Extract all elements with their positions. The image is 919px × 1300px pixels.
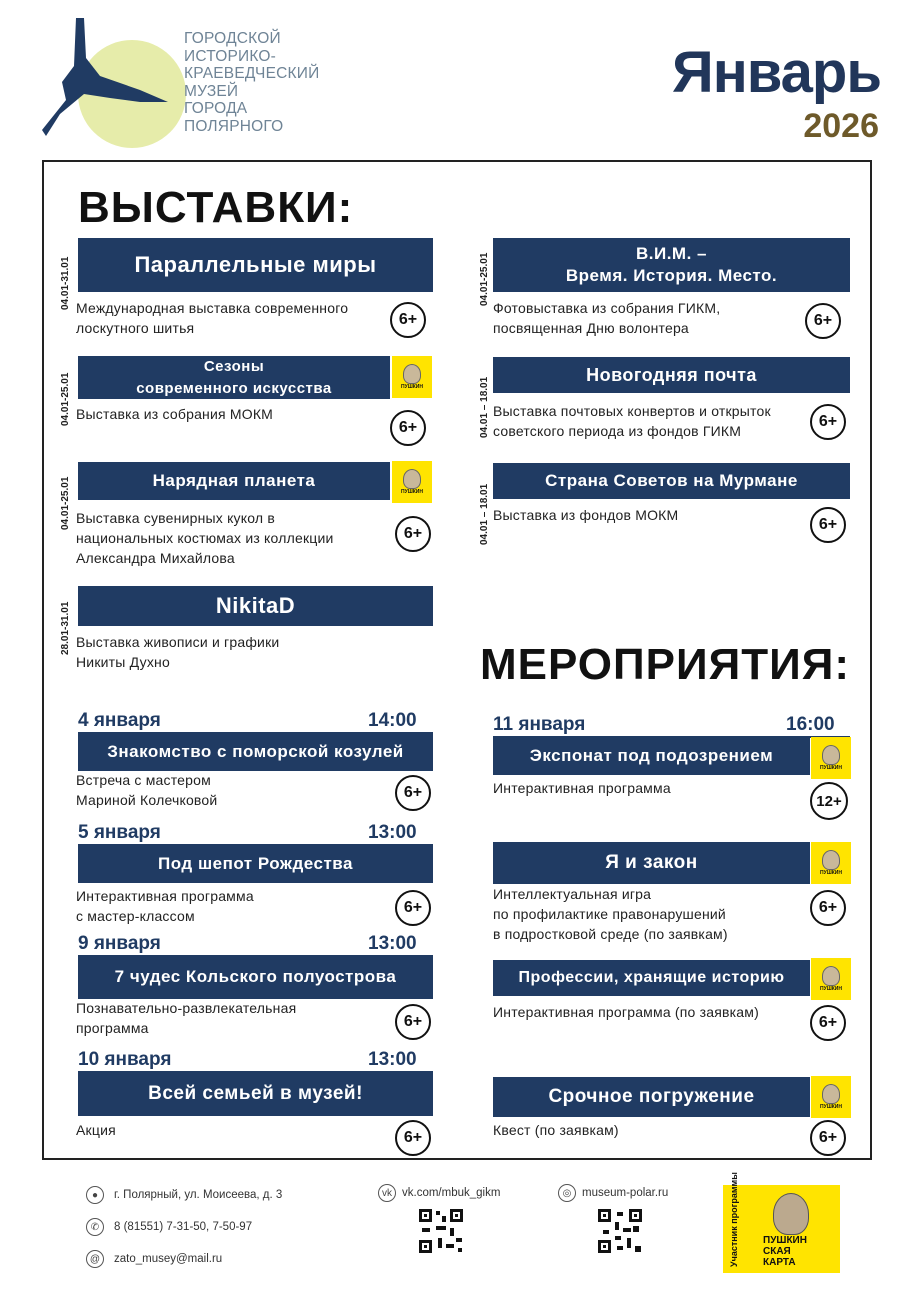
- exhibitions-title: ВЫСТАВКИ:: [78, 183, 354, 232]
- exhibition-title: Параллельные миры: [134, 252, 377, 277]
- age-rating-badge: 6+: [810, 507, 846, 543]
- pushkin-card-badge: [811, 842, 851, 884]
- pushkin-portrait-icon: [403, 364, 421, 384]
- description-line: Квест (по заявкам): [493, 1122, 619, 1138]
- description-line: программа: [76, 1020, 149, 1036]
- event-description: [493, 778, 671, 798]
- exhibition-title: Сезоны: [203, 357, 265, 375]
- museum-name-line: МУЗЕЙ: [184, 82, 239, 100]
- events-title: МЕРОПРИЯТИЯ:: [480, 640, 850, 689]
- pushkin-badge-text: ПУШКИН: [820, 765, 842, 771]
- exhibition-title: NikitaD: [215, 593, 296, 618]
- pushkin-card-badge: [811, 1076, 851, 1118]
- event-description: [76, 770, 217, 810]
- exhibition-title: Новогодняя почта: [586, 364, 757, 385]
- pushkin-portrait-icon: [822, 850, 840, 870]
- age-rating-badge: 12+: [810, 782, 848, 820]
- pushkin-badge-text: ПУШКИН: [401, 489, 423, 495]
- age-rating-badge: 6+: [395, 1004, 431, 1040]
- description-line: национальных костюмах из коллекции: [76, 530, 334, 546]
- pushkin-portrait-icon: [773, 1193, 809, 1235]
- event-title-bar: [78, 845, 433, 883]
- event-title-bar: [493, 737, 810, 775]
- museum-name-line: ГОРОДСКОЙ: [184, 30, 281, 47]
- description-line: Александра Михайлова: [76, 550, 235, 566]
- exhibition-title-bar: [493, 357, 850, 393]
- pushkin-card-badge: [811, 958, 851, 1000]
- location-icon: ●: [86, 1186, 104, 1204]
- description-line: Познавательно-развлекательная: [76, 1000, 297, 1016]
- description-line: советского периода из фондов ГИКМ: [493, 423, 742, 439]
- pushkin-card-text: [763, 1235, 807, 1268]
- description-line: с мастер-классом: [76, 908, 195, 924]
- event-date: 5 января: [78, 822, 161, 843]
- event-title: Я и закон: [605, 852, 698, 873]
- pushkin-portrait-icon: [403, 469, 421, 489]
- exhibition-title: Страна Советов на Мурмане: [545, 471, 798, 490]
- age-rating-badge: 6+: [805, 303, 841, 339]
- exhibition-description: [76, 508, 334, 568]
- description-line: Интерактивная программа (по заявкам): [493, 1004, 759, 1020]
- exhibition-title: современного искусства: [136, 379, 332, 397]
- event-description: [76, 998, 296, 1038]
- exhibition-dates: 04.01-25.01: [60, 476, 71, 530]
- qr-code-icon: [418, 1208, 464, 1254]
- age-rating-badge: 6+: [810, 404, 846, 440]
- event-time: 13:00: [368, 822, 417, 843]
- description-line: Выставка из собрания МОКМ: [76, 406, 274, 422]
- event-title: Срочное погружение: [548, 1086, 755, 1107]
- description-line: в подростковой среде (по заявкам): [493, 926, 728, 942]
- description-line: Встреча с мастером: [76, 772, 211, 788]
- age-rating-badge: 6+: [390, 302, 426, 338]
- museum-name-line: КРАЕВЕДЧЕСКИЙ: [184, 65, 320, 82]
- exhibition-description: [493, 401, 771, 441]
- event-title-bar: [493, 960, 810, 996]
- pushkin-badge-text: ПУШКИН: [401, 384, 423, 390]
- exhibition-dates: 04.01-25.01: [60, 372, 71, 426]
- museum-logo-icon: [40, 18, 180, 138]
- age-rating-badge: 6+: [395, 890, 431, 926]
- description-line: Выставка почтовых конвертов и открыток: [493, 403, 771, 419]
- event-title: Профессии, хранящие историю: [518, 969, 785, 986]
- event-description: [493, 1002, 759, 1022]
- event-date: 10 января: [78, 1049, 172, 1070]
- description-line: Интеллектуальная игра: [493, 886, 652, 902]
- pushkin-card-badge: [811, 737, 851, 779]
- exhibition-description: [76, 632, 279, 672]
- exhibition-title-bar: [78, 462, 390, 500]
- age-rating-badge: 6+: [395, 1120, 431, 1156]
- description-line: Мариной Колечковой: [76, 792, 218, 808]
- pushkin-card-badge: [392, 356, 432, 398]
- museum-name: [184, 30, 364, 135]
- phone-icon: ✆: [86, 1218, 104, 1236]
- event-time: 13:00: [368, 1049, 417, 1070]
- pushkin-badge-text: ПУШКИН: [820, 1104, 842, 1110]
- event-description: [493, 884, 728, 944]
- event-description: [76, 886, 254, 926]
- description-line: Интерактивная программа: [76, 888, 254, 904]
- description-line: Международная выставка современного: [76, 300, 349, 316]
- footer-vk-link[interactable]: vk.com/mbuk_gikm: [402, 1187, 501, 1199]
- year-title: 2026: [803, 107, 879, 145]
- museum-name-line: ПОЛЯРНОГО: [184, 117, 284, 135]
- pushkin-badge-text: ПУШКИН: [820, 870, 842, 876]
- event-description: [493, 1120, 619, 1140]
- pushkin-card-logo: [723, 1172, 840, 1273]
- description-line: Интерактивная программа: [493, 780, 671, 796]
- description-line: Акция: [76, 1122, 116, 1138]
- event-time: 13:00: [368, 933, 417, 954]
- exhibition-dates: 28.01-31.01: [60, 601, 71, 655]
- event-description: [76, 1120, 116, 1140]
- exhibition-description: [493, 298, 720, 338]
- event-time: 16:00: [786, 714, 835, 735]
- exhibition-dates: 04.01-31.01: [60, 256, 71, 310]
- description-line: Выставка живописи и графики: [76, 634, 280, 650]
- event-date: 4 января: [78, 710, 161, 731]
- age-rating-badge: 6+: [810, 1120, 846, 1156]
- exhibition-dates: 04.01 – 18.01: [479, 483, 490, 545]
- email-icon: @: [86, 1250, 104, 1268]
- age-rating-badge: 6+: [810, 1005, 846, 1041]
- event-date: 11 января: [493, 714, 586, 735]
- event-title: Экспонат под подозрением: [529, 746, 774, 765]
- event-title-bar: [78, 733, 433, 771]
- age-rating-badge: 6+: [395, 516, 431, 552]
- museum-name-line: ГОРОДА: [184, 100, 248, 117]
- event-time: 14:00: [368, 710, 417, 731]
- exhibition-title-bar: [493, 238, 850, 292]
- pushkin-participant-label: Участник программы: [729, 1172, 739, 1267]
- description-line: Никиты Духно: [76, 654, 170, 670]
- event-title: 7 чудес Кольского полуострова: [114, 967, 397, 986]
- event-title: Всей семьей в музей!: [148, 1083, 363, 1104]
- exhibition-dates: 04.01 – 18.01: [479, 376, 490, 438]
- event-title: Под шепот Рождества: [158, 854, 353, 873]
- exhibition-dates: 04.01-25.01: [479, 252, 490, 306]
- exhibition-title-bar: [493, 463, 850, 499]
- age-rating-badge: 6+: [390, 410, 426, 446]
- exhibition-title: Нарядная планета: [152, 471, 316, 490]
- footer-address: г. Полярный, ул. Моисеева, д. 3: [114, 1189, 283, 1201]
- exhibition-description: [493, 505, 678, 525]
- age-rating-badge: 6+: [395, 775, 431, 811]
- month-title: Январь: [672, 40, 881, 105]
- museum-name-line: ИСТОРИКО-: [184, 47, 276, 65]
- qr-code-icon: [597, 1208, 643, 1254]
- pushkin-badge-text: ПУШКИН: [820, 986, 842, 992]
- event-title-bar: [493, 1077, 810, 1117]
- pushkin-card-badge: [392, 461, 432, 503]
- event-title-bar: [78, 1072, 433, 1116]
- pushkin-portrait-icon: [822, 745, 840, 765]
- description-line: Фотовыставка из собрания ГИКМ,: [493, 300, 721, 316]
- description-line: по профилактике правонарушений: [493, 906, 726, 922]
- pushkin-portrait-icon: [822, 1084, 840, 1104]
- footer-email[interactable]: zato_musey@mail.ru: [114, 1253, 223, 1265]
- pushkin-card-line: СКАЯ: [763, 1246, 791, 1257]
- exhibition-title-bar: [78, 356, 390, 399]
- pushkin-card-line: КАРТА: [763, 1257, 796, 1268]
- description-line: посвященная Дню волонтера: [493, 320, 689, 336]
- event-title-bar: [78, 955, 433, 999]
- event-title: Знакомство с поморской козулей: [107, 742, 404, 761]
- description-line: Выставка сувенирных кукол в: [76, 510, 276, 526]
- exhibition-title-bar: [78, 238, 433, 292]
- exhibition-description: [76, 298, 348, 338]
- description-line: Выставка из фондов МОКМ: [493, 507, 679, 523]
- pushkin-portrait-icon: [822, 966, 840, 986]
- footer-phone: 8 (81551) 7-31-50, 7-50-97: [114, 1221, 253, 1233]
- exhibition-title-bar: [78, 586, 433, 626]
- age-rating-badge: 6+: [810, 890, 846, 926]
- exhibition-title: В.И.М. –: [635, 244, 707, 263]
- web-icon: ◎: [558, 1184, 576, 1202]
- exhibition-title: Время. История. Место.: [565, 266, 778, 285]
- event-date: 9 января: [78, 933, 161, 954]
- event-title-bar: [493, 842, 810, 884]
- pushkin-card-line: ПУШКИН: [763, 1235, 807, 1246]
- exhibition-description: [76, 404, 273, 424]
- footer-website-link[interactable]: museum-polar.ru: [582, 1187, 669, 1199]
- vk-icon: vk: [378, 1184, 396, 1202]
- description-line: лоскутного шитья: [76, 320, 195, 336]
